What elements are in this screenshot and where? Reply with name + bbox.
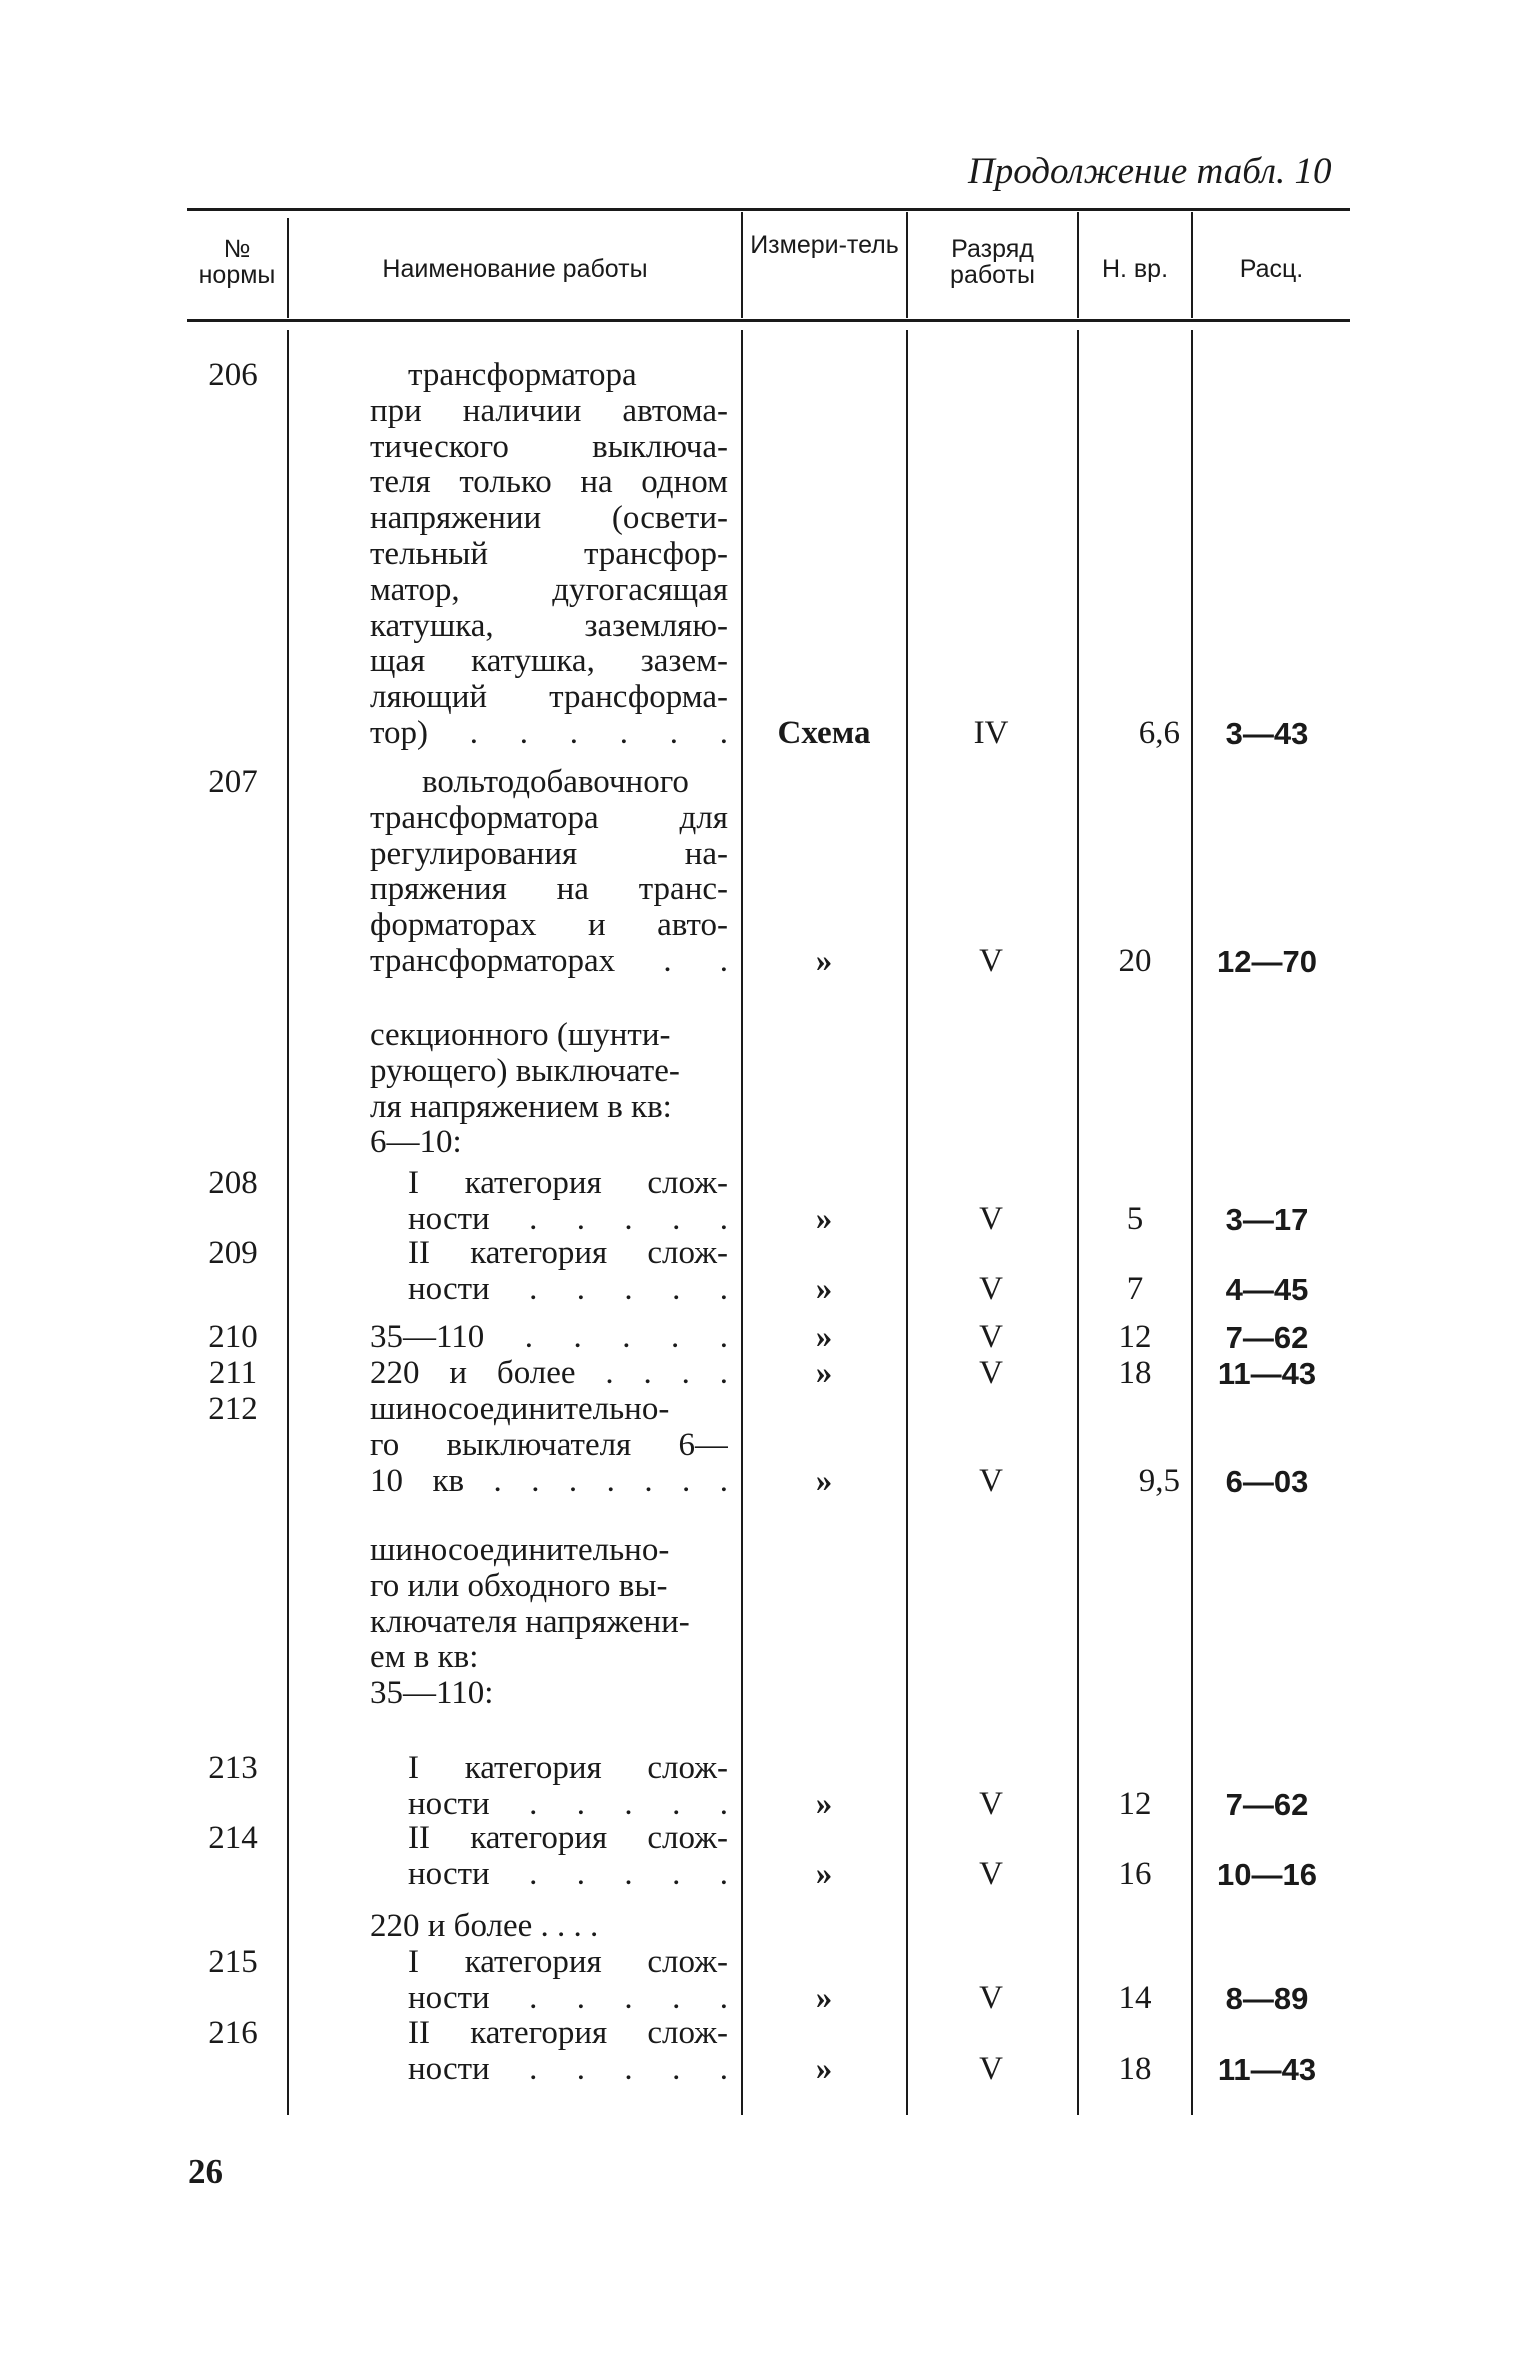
column-divider: [287, 330, 289, 2115]
work-grade: V: [979, 1785, 1003, 1822]
description-line: ляющий трансформа-: [370, 680, 728, 716]
work-grade: V: [979, 1200, 1003, 1237]
description-line: ности . . . . .: [408, 1201, 728, 1237]
time-norm: 9,5: [1138, 1462, 1180, 1499]
work-grade: V: [979, 1855, 1003, 1892]
time-norm: 16: [1118, 1855, 1152, 1892]
column-divider: [1077, 330, 1079, 2115]
work-grade: V: [979, 1270, 1003, 1307]
description-line: 220 и более . . . .: [370, 1909, 599, 1944]
description-line: ности . . . . .: [408, 1980, 728, 2016]
description-line: трансформаторах . .: [370, 943, 728, 979]
description-line: I категория слож-: [408, 1166, 728, 1201]
time-norm: 18: [1118, 1355, 1152, 1391]
work-description: [370, 1166, 728, 1238]
measure-unit: »: [815, 1200, 833, 1237]
work-description: [370, 1751, 728, 1823]
rate-value: 12—70: [1217, 944, 1317, 979]
description-line: трансформатора для: [370, 800, 728, 836]
description-line: го или обходного вы-: [370, 1568, 668, 1604]
measure-unit: »: [815, 1462, 833, 1499]
description-line: ключателя напряжени-: [370, 1604, 690, 1640]
measure-unit: »: [815, 1979, 833, 2016]
description-line: матор, дугогасящая: [370, 572, 728, 608]
description-line: I категория слож-: [408, 1945, 728, 1980]
description-line: регулирования на-: [370, 836, 728, 872]
description-line: катушка, заземляю-: [370, 608, 728, 644]
measure-unit: Схема: [777, 715, 871, 751]
header-measure: Измери-тель: [750, 231, 899, 259]
measure-unit: »: [815, 1270, 833, 1307]
description-line: I категория слож-: [408, 1751, 728, 1786]
time-norm: 6,6: [1138, 715, 1180, 751]
description-line: II категория слож-: [408, 1236, 728, 1271]
norm-number: 210: [208, 1319, 258, 1355]
description-line: форматорах и авто-: [370, 908, 728, 944]
time-norm: 20: [1118, 943, 1152, 979]
description-line: напряжении (освети-: [370, 501, 728, 537]
norm-number: 207: [208, 764, 258, 800]
time-norm: 12: [1118, 1319, 1152, 1355]
work-grade: IV: [973, 715, 1009, 751]
measure-unit: »: [815, 1355, 833, 1391]
measure-unit: »: [815, 1785, 833, 1822]
measure-unit: »: [815, 943, 833, 979]
norm-number: 214: [208, 1820, 258, 1856]
description-line: 10 кв . . . . . . .: [370, 1463, 728, 1499]
time-norm: 14: [1118, 1979, 1152, 2016]
description-line: щая катушка, зазем-: [370, 644, 728, 680]
rate-value: 11—43: [1217, 2051, 1317, 2087]
description-line: шиносоединительно-: [370, 1533, 670, 1568]
measure-unit: »: [815, 1855, 833, 1892]
norm-number: 209: [208, 1235, 258, 1271]
norm-number: 213: [208, 1750, 258, 1786]
description-line: секционного (шунти-: [370, 1018, 671, 1053]
header-time-norm: Н. вр.: [1101, 255, 1169, 283]
time-norm: 12: [1118, 1785, 1152, 1822]
norm-number: 211: [208, 1355, 258, 1391]
description-line: пряжения на транс-: [370, 872, 728, 908]
rate-value: 10—16: [1217, 1856, 1317, 1892]
rate-value: 3—43: [1225, 716, 1309, 751]
rate-value: 3—17: [1225, 1201, 1309, 1237]
work-description: [370, 1821, 728, 1893]
work-description: [370, 1909, 728, 1945]
description-line: 35—110:: [370, 1676, 494, 1712]
description-line: го выключателя 6—: [370, 1427, 728, 1463]
work-grade: V: [979, 943, 1003, 979]
description-line: ности . . . . .: [408, 1786, 728, 1822]
header-norm-no: № нормы: [198, 235, 276, 290]
work-description: [370, 1018, 728, 1161]
description-line: тор) . . . . . .: [370, 715, 728, 751]
work-description: [370, 1356, 728, 1392]
description-line: шиносоединительно-: [370, 1392, 670, 1427]
description-line: ности . . . . .: [408, 2051, 728, 2087]
description-line: тического выключа-: [370, 429, 728, 465]
description-line: тельный трансфор-: [370, 536, 728, 572]
description-line: II категория слож-: [408, 1821, 728, 1856]
rate-value: 7—62: [1225, 1786, 1309, 1822]
norm-number: 215: [208, 1944, 258, 1980]
work-description: [370, 2016, 728, 2088]
work-grade: V: [979, 1979, 1003, 2016]
work-grade: V: [979, 1319, 1003, 1355]
time-norm: 5: [1126, 1200, 1144, 1237]
work-grade: V: [979, 1355, 1003, 1391]
column-divider: [741, 330, 743, 2115]
work-description: [370, 1392, 728, 1499]
description-line: II категория слож-: [408, 2016, 728, 2051]
rate-value: 11—43: [1217, 1356, 1317, 1391]
measure-unit: »: [815, 1319, 833, 1355]
description-line: ности . . . . .: [408, 1856, 728, 1892]
norm-number: 208: [208, 1165, 258, 1201]
rate-value: 4—45: [1225, 1271, 1309, 1307]
page-number: 26: [188, 2152, 223, 2191]
description-line: 35—110 . . . . .: [370, 1320, 728, 1355]
description-line: трансформатора: [408, 358, 637, 393]
description-line: рующего) выключате-: [370, 1053, 680, 1089]
norm-number: 216: [208, 2015, 258, 2051]
column-divider: [741, 212, 743, 318]
work-description: [370, 1236, 728, 1308]
work-description: [370, 1533, 728, 1712]
work-description: [370, 1320, 728, 1356]
description-line: теля только на одном: [370, 465, 728, 501]
rate-value: 7—62: [1225, 1320, 1309, 1355]
description-line: вольтодобавочного: [422, 765, 689, 800]
work-description: [370, 358, 728, 752]
header-bottom-rule: [187, 319, 1350, 322]
rate-value: 6—03: [1225, 1463, 1309, 1499]
work-description: [370, 1945, 728, 2017]
header-top-rule: [187, 208, 1350, 211]
description-line: ности . . . . .: [408, 1271, 728, 1307]
header-work-name: Наименование работы: [382, 255, 648, 283]
description-line: 6—10:: [370, 1125, 462, 1161]
description-line: ля напряжением в кв:: [370, 1089, 672, 1125]
time-norm: 18: [1118, 2050, 1152, 2087]
work-grade: V: [979, 2050, 1003, 2087]
norm-number: 212: [208, 1391, 258, 1427]
header-rate: Расц.: [1239, 255, 1304, 283]
header-grade: Разряд работы: [950, 235, 1035, 290]
table-continuation-caption: Продолжение табл. 10: [968, 151, 1332, 192]
description-line: ем в кв:: [370, 1640, 479, 1676]
norm-number: 206: [208, 357, 258, 393]
description-line: при наличии автома-: [370, 393, 728, 429]
measure-unit: »: [815, 2050, 833, 2087]
time-norm: 7: [1126, 1270, 1144, 1307]
work-description: [370, 765, 728, 980]
work-grade: V: [979, 1462, 1003, 1499]
rate-value: 8—89: [1225, 1980, 1309, 2016]
description-line: 220 и более . . . .: [370, 1356, 728, 1391]
